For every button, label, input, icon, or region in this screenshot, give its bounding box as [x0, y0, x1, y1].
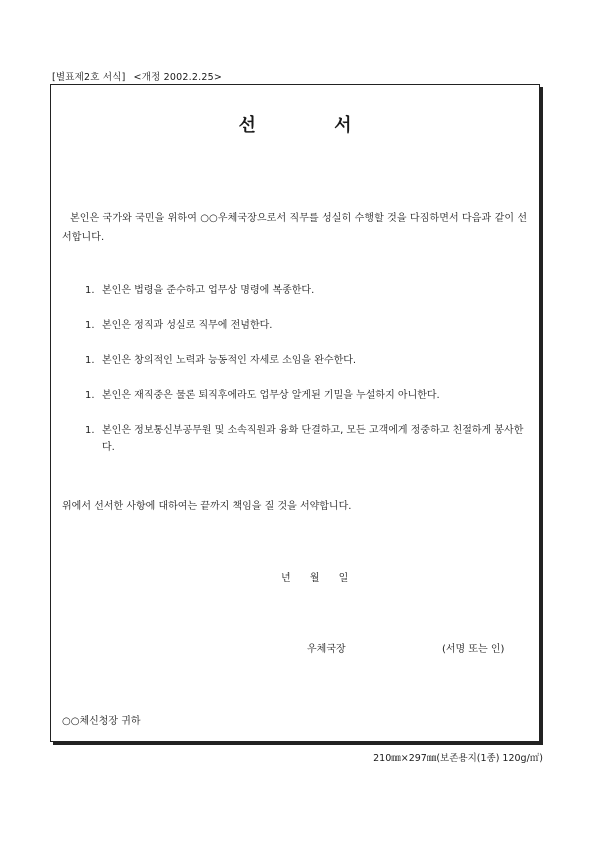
closing-statement: 위에서 선서한 사항에 대하여는 끝까지 책임을 질 것을 서약합니다. [62, 501, 352, 512]
revision-date: <개정 2002.2.25> [133, 72, 222, 83]
pledge-item [85, 422, 535, 456]
pledge-text: 본인은 법령을 준수하고 업무상 명령에 복종한다. [102, 285, 315, 296]
intro-paragraph: 본인은 국가와 국민을 위하여 ○○우체국장으로서 직무를 성실히 수행할 것을 다짐하면서 다음과 같이 선서합니다. [62, 213, 528, 243]
signer-title: 우체국장 [307, 644, 346, 655]
form-header [52, 69, 222, 83]
addressee: ○○체신청장 귀하 [62, 716, 141, 727]
pledge-item [85, 282, 535, 299]
paper-spec: 210㎜×297㎜(보존용지(1종) 120g/㎡) [373, 753, 543, 764]
pledge-number: 1. [85, 355, 95, 366]
pledge-text: 본인은 재직중은 물론 퇴직후에라도 업무상 알게된 기밀을 누설하지 아니한다. [102, 390, 440, 401]
pledge-number: 1. [85, 390, 95, 401]
pledge-item [85, 387, 535, 404]
pledge-list [85, 282, 535, 474]
document-title: 선 서 [238, 115, 352, 136]
pledge-text: 본인은 창의적인 노력과 능동적인 자세로 소임을 완수한다. [102, 355, 357, 366]
signature-note: (서명 또는 인) [442, 644, 505, 655]
pledge-number: 1. [85, 285, 95, 296]
pledge-item [85, 352, 535, 369]
pledge-item [85, 317, 535, 334]
date-line: 년 월 일 [281, 573, 349, 584]
form-number: [별표제2호 서식] [52, 72, 126, 83]
pledge-text: 본인은 정보통신부공무원 및 소속직원과 융화 단결하고, 모든 고객에게 정중하고 친절하게 봉사한다. [102, 425, 524, 453]
pledge-number: 1. [85, 320, 95, 331]
pledge-number: 1. [85, 425, 95, 436]
oath-form-frame [50, 84, 540, 742]
pledge-text: 본인은 정직과 성실로 직무에 전념한다. [102, 320, 273, 331]
